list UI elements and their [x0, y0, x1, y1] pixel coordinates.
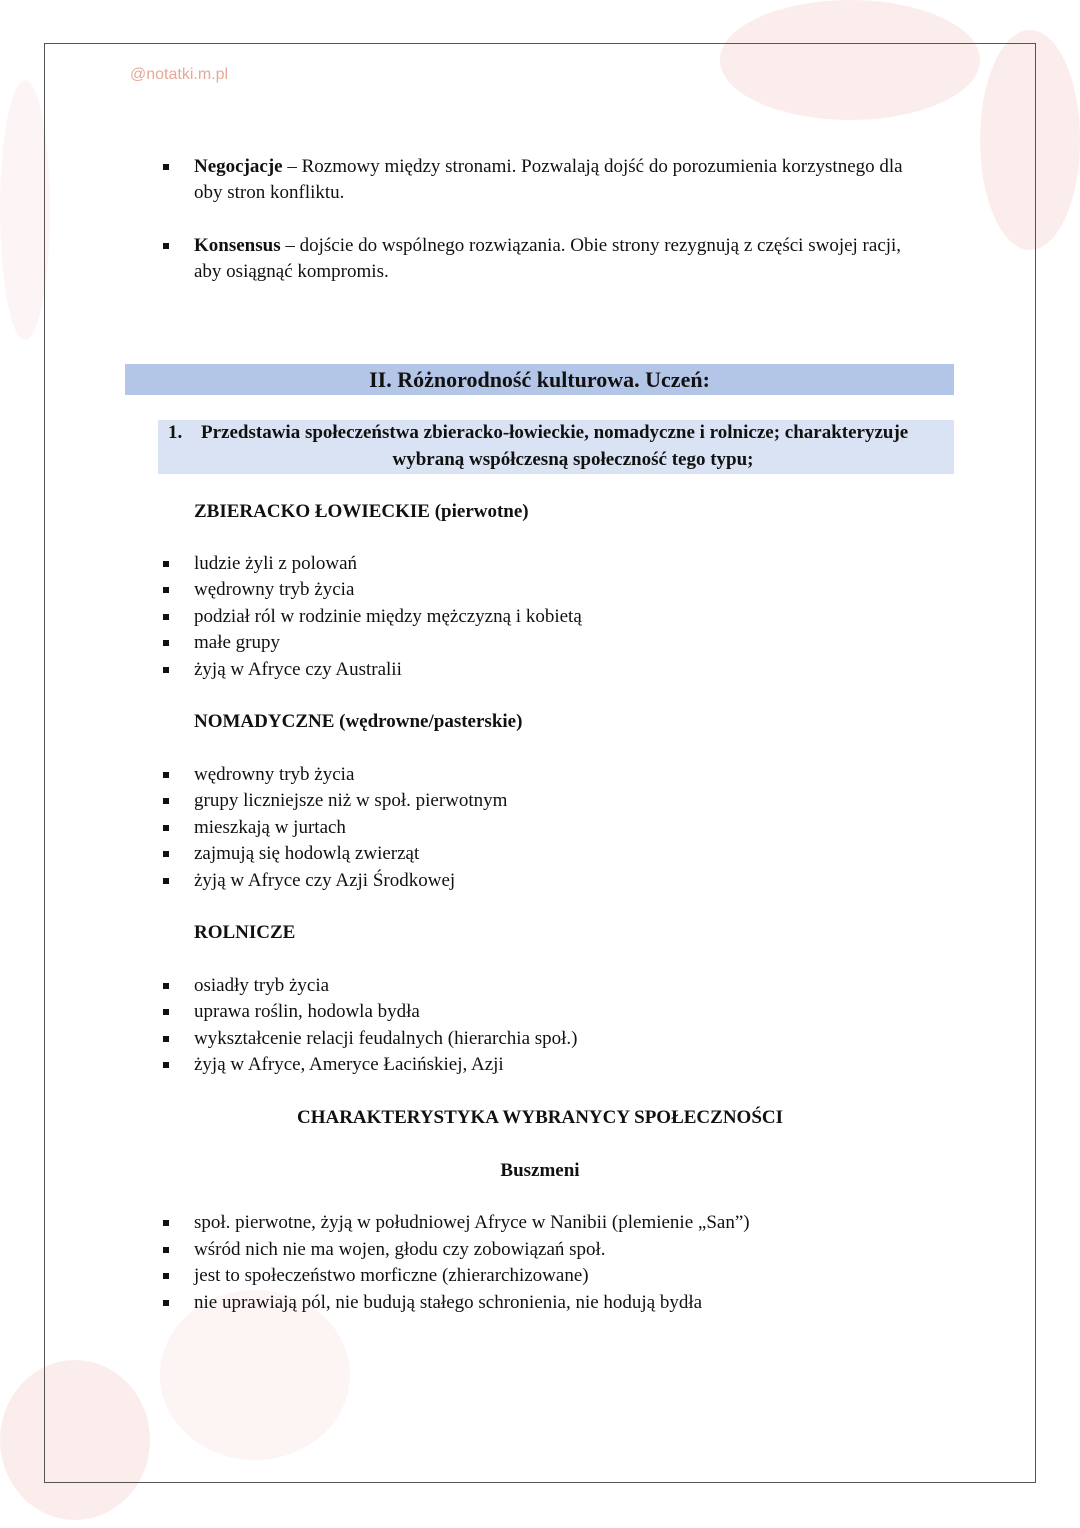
intro-item-line2: oby stron konfliktu. [194, 182, 345, 203]
list-item: żyją w Afryce, Ameryce Łacińskiej, Azji [194, 1054, 504, 1075]
bullet-icon [163, 667, 169, 673]
intro-item-line1 [194, 155, 903, 179]
bullet-icon [163, 1036, 169, 1042]
bullet-icon [163, 878, 169, 884]
characteristic-name: Buszmeni [500, 1160, 580, 1181]
list-item: grupy liczniejsze niż w społ. pierwotnym [194, 790, 508, 811]
bullet-icon [163, 798, 169, 804]
list-item: podział ról w rodzinie między mężczyzną i kobietą [194, 606, 582, 627]
list-item: uprawa roślin, hodowla bydła [194, 1001, 420, 1022]
bullet-icon [163, 825, 169, 831]
watermark: @notatki.m.pl [130, 66, 229, 83]
bullet-icon [163, 851, 169, 857]
characteristic-heading: CHARAKTERYSTYKA WYBRANYCY SPOŁECZNOŚCI [296, 1107, 784, 1128]
intro-item-text: – Rozmowy między stronami. Pozwalają dojść do porozumienia korzystnego dla [282, 156, 903, 177]
bullet-icon [163, 1300, 169, 1306]
intro-item-text: – dojście do wspólnego rozwiązania. Obie strony rezygnują z części swojej racji, [280, 235, 902, 256]
list-item: nie uprawiają pól, nie budują stałego schronienia, nie hodują bydła [194, 1292, 703, 1313]
bullet-icon [163, 1247, 169, 1253]
intro-item-line1 [194, 234, 901, 258]
list-item: wśród nich nie ma wojen, głodu czy zobowiązań społ. [194, 1239, 606, 1260]
bullet-icon [163, 587, 169, 593]
intro-item-term: Konsensus [194, 235, 281, 256]
list-item: zajmują się hodowlą zwierząt [194, 843, 420, 864]
list-item: żyją w Afryce czy Australii [194, 659, 402, 680]
bullet-icon [163, 983, 169, 989]
subsection-line1: Przedstawia społeczeństwa zbieracko-łowieckie, nomadyczne i rolnicze; charakteryzuje [201, 422, 909, 443]
decor-flower [0, 80, 50, 340]
bullet-icon [163, 1009, 169, 1015]
intro-item-line2: aby osiągnąć kompromis. [194, 261, 389, 282]
list-item: wędrowny tryb życia [194, 764, 355, 785]
group-heading: NOMADYCZNE (wędrowne/pasterskie) [194, 711, 523, 732]
group-heading: ZBIERACKO ŁOWIECKIE (pierwotne) [194, 501, 529, 522]
section-title: II. Różnorodność kulturowa. Uczeń: [125, 364, 954, 395]
bullet-icon [163, 243, 169, 249]
bullet-icon [163, 614, 169, 620]
list-item: osiadły tryb życia [194, 975, 330, 996]
bullet-icon [163, 772, 169, 778]
list-item: społ. pierwotne, żyją w południowej Afryce w Nanibii (plemienie „San”) [194, 1212, 750, 1233]
list-item: wykształcenie relacji feudalnych (hierarchia społ.) [194, 1028, 578, 1049]
list-item: małe grupy [194, 632, 281, 653]
bullet-icon [163, 164, 169, 170]
bullet-icon [163, 1220, 169, 1226]
list-item: ludzie żyli z polowań [194, 553, 358, 574]
bullet-icon [163, 1273, 169, 1279]
bullet-icon [163, 640, 169, 646]
bullet-icon [163, 561, 169, 567]
intro-item-term: Negocjacje [194, 156, 283, 177]
subsection-number: 1. [168, 422, 183, 443]
list-item: wędrowny tryb życia [194, 579, 355, 600]
bullet-icon [163, 1062, 169, 1068]
group-heading: ROLNICZE [194, 922, 296, 943]
list-item: żyją w Afryce czy Azji Środkowej [194, 870, 456, 891]
list-item: jest to społeczeństwo morficzne (zhierarchizowane) [194, 1265, 589, 1286]
subsection-line2: wybraną współczesną społeczność tego typu; [392, 449, 754, 470]
list-item: mieszkają w jurtach [194, 817, 346, 838]
